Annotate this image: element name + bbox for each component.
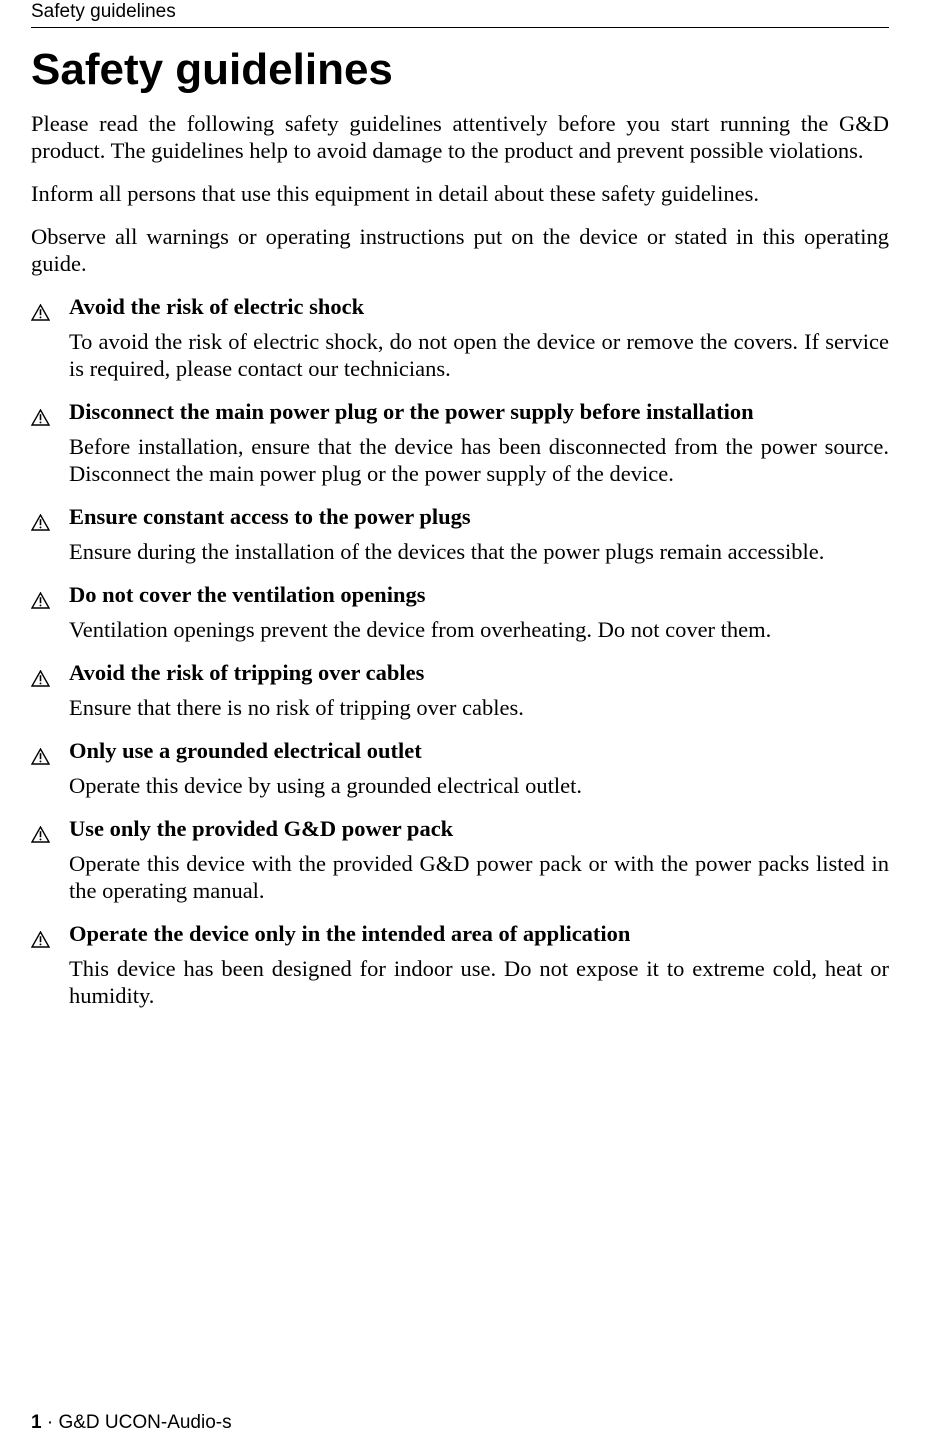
warning-item bbox=[31, 815, 889, 904]
warning-text: This device has been designed for indoor use. Do not expose it to extreme cold, heat or humidity. bbox=[69, 956, 889, 1008]
warning-triangle-icon bbox=[31, 300, 50, 317]
page-footer bbox=[31, 1411, 232, 1435]
intro-paragraph: Inform all persons that use this equipment in detail about these safety guidelines. bbox=[31, 181, 759, 206]
running-header bbox=[31, 0, 889, 28]
page-number: 1 bbox=[31, 1412, 42, 1433]
warning-text: Before installation, ensure that the device has been disconnected from the power source. Disconnect the main power plug or the power supply of the device. bbox=[69, 434, 889, 486]
warning-triangle-icon bbox=[31, 927, 50, 944]
warning-text: Operate this device with the provided G&D power pack or with the power packs listed in the operating manual. bbox=[69, 851, 889, 903]
page-title: Safety guidelines bbox=[31, 45, 393, 94]
warning-text: Ventilation openings prevent the device from overheating. Do not cover them. bbox=[69, 617, 772, 642]
document-body bbox=[31, 110, 889, 1025]
warning-item bbox=[31, 581, 889, 643]
warning-title: Do not cover the ventilation openings bbox=[69, 582, 426, 607]
intro-paragraph: Observe all warnings or operating instructions put on the device or stated in this operating guide. bbox=[31, 224, 889, 276]
warning-item bbox=[31, 920, 889, 1009]
warning-text: Ensure that there is no risk of tripping over cables. bbox=[69, 695, 524, 720]
warning-text: To avoid the risk of electric shock, do not open the device or remove the covers. If service is required, please contact our technicians. bbox=[69, 329, 889, 381]
warning-title: Avoid the risk of electric shock bbox=[69, 294, 365, 319]
warning-triangle-icon bbox=[31, 822, 50, 839]
warning-title: Ensure constant access to the power plugs bbox=[69, 504, 471, 529]
warning-title: Avoid the risk of tripping over cables bbox=[69, 660, 425, 685]
footer-product-name: G&D UCON-Audio-s bbox=[58, 1412, 232, 1433]
warning-title: Operate the device only in the intended area of application bbox=[69, 921, 631, 946]
warning-item bbox=[31, 737, 889, 799]
warning-triangle-icon bbox=[31, 588, 50, 605]
warning-triangle-icon bbox=[31, 510, 50, 527]
warning-title: Disconnect the main power plug or the power supply before installation bbox=[69, 399, 754, 424]
warning-triangle-icon bbox=[31, 666, 50, 683]
warning-triangle-icon bbox=[31, 405, 50, 422]
intro-paragraph: Please read the following safety guidelines attentively before you start running the G&D product. The guidelines help to avoid damage to the product and prevent possible violations. bbox=[31, 111, 889, 163]
warning-text: Operate this device by using a grounded electrical outlet. bbox=[69, 773, 582, 798]
warning-item bbox=[31, 659, 889, 721]
warning-text: Ensure during the installation of the devices that the power plugs remain accessible. bbox=[69, 539, 825, 564]
warning-title: Only use a grounded electrical outlet bbox=[69, 738, 422, 763]
warning-triangle-icon bbox=[31, 744, 50, 761]
warning-title: Use only the provided G&D power pack bbox=[69, 816, 454, 841]
warning-item bbox=[31, 503, 889, 565]
running-header-title: Safety guidelines bbox=[31, 1, 176, 22]
warning-item bbox=[31, 293, 889, 382]
footer-separator: · bbox=[46, 1412, 54, 1433]
warning-item bbox=[31, 398, 889, 487]
